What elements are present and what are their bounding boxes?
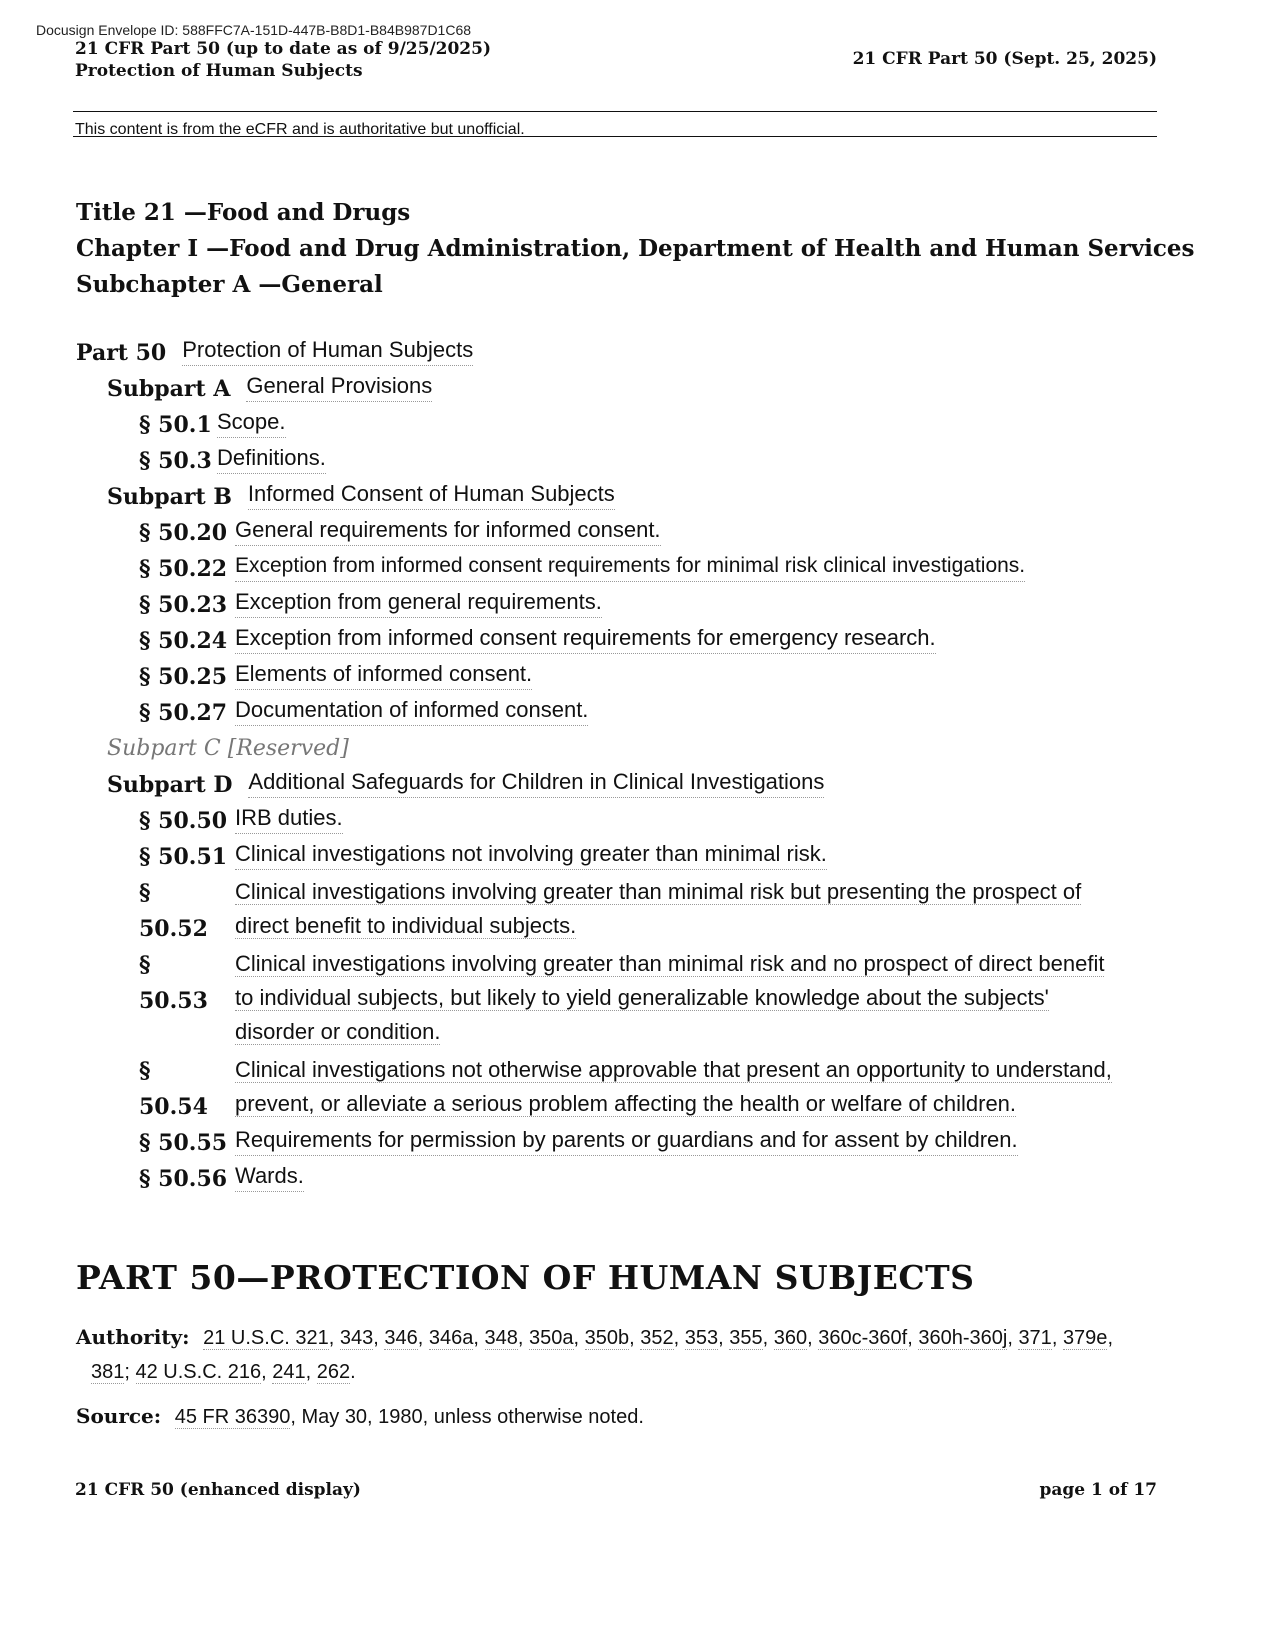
toc-subpart-a[interactable] [76,371,1196,407]
authority-link[interactable]: 350a [529,1327,574,1349]
authority-link[interactable]: 360h-360j [918,1327,1008,1349]
toc-link[interactable]: Scope. [217,407,286,438]
toc-section-50-20[interactable] [76,515,1196,551]
title-heading: Title 21 —Food and Drugs [76,199,411,226]
authority-label: Authority: [76,1325,190,1349]
header-date: 21 CFR Part 50 (Sept. 25, 2025) [852,49,1157,69]
toc-label: § 50.27 [139,700,228,726]
toc-label: § 50.50 [139,808,228,834]
header-title: 21 CFR Part 50 (up to date as of 9/25/2025) [75,39,492,59]
toc-link[interactable]: Informed Consent of Human Subjects [248,479,615,510]
toc-link[interactable]: Additional Safeguards for Children in Clinical Investigations [248,767,824,798]
docusign-envelope-id: Docusign Envelope ID: 588FFC7A-151D-447B-B8D1-B84B987D1C68 [36,22,472,38]
source-label: Source: [76,1404,162,1428]
toc-link[interactable]: Exception from informed consent requirements for minimal risk clinical investigations. [235,551,1025,582]
toc-link[interactable]: Clinical investigations not otherwise approvable that present an opportunity to understand, prevent, or alleviate a serious problem affecting the health or welfare of children. [235,1057,1112,1116]
authority-paragraph: Authority: 21 U.S.C. 321, 343, 346, 346a, 348, 350a, 350b, 352, 353, 355, 360, 360c-360f, 360h-360j, 371, 379e, 381; 42 U.S.C. 216, 241, 262. [76,1325,1113,1383]
toc-label: § 50.51 [139,844,228,870]
ecfr-notice: This content is from the eCFR and is authoritative but unofficial. [75,121,525,138]
toc-link[interactable]: Requirements for permission by parents or guardians and for assent by children. [235,1125,1018,1156]
hierarchy-titles [76,195,1195,303]
toc-label: § 50.56 [139,1166,228,1192]
toc-section-50-52[interactable] [76,875,1196,947]
toc-section-50-24[interactable] [76,623,1196,659]
toc-link[interactable]: Exception from general requirements. [235,587,602,618]
authority-link[interactable]: 348 [484,1327,518,1349]
toc-subpart-d[interactable] [76,767,1196,803]
toc-label: § 50.22 [139,556,228,582]
toc-link[interactable]: Documentation of informed consent. [235,695,588,726]
toc-link[interactable]: Clinical investigations involving greater than minimal risk and no prospect of direct benefit to individual subjects, but likely to yield generalizable knowledge about the subjects' disorder or condition. [235,951,1105,1044]
page-header-left [75,38,491,82]
toc-link[interactable]: Definitions. [217,443,326,474]
authority-link[interactable]: 379e [1062,1327,1108,1349]
toc-section-50-54[interactable] [76,1053,1196,1125]
header-subtitle: Protection of Human Subjects [75,61,363,81]
toc-label: Subpart B [107,484,232,510]
toc-link[interactable]: Clinical investigations not involving greater than minimal risk. [235,839,827,870]
footer-left: 21 CFR 50 (enhanced display) [75,1480,361,1500]
authority-link[interactable]: 360c-360f [818,1327,908,1349]
toc-subpart-b[interactable] [76,479,1196,515]
toc-section-50-51[interactable] [76,839,1196,875]
toc-section-50-50[interactable] [76,803,1196,839]
source-paragraph [76,1404,644,1429]
toc-label: § 50.55 [139,1130,228,1156]
authority-link[interactable]: 352 [640,1327,674,1349]
toc-link[interactable]: Clinical investigations involving greater than minimal risk but presenting the prospect of direct benefit to individual subjects. [235,879,1082,938]
authority-link[interactable]: 355 [729,1327,763,1349]
toc-section-50-55[interactable] [76,1125,1196,1161]
authority-link[interactable]: 360 [773,1327,808,1349]
top-rule [73,111,1157,112]
chapter-heading: Chapter I —Food and Drug Administration, Department of Health and Human Services [76,235,1195,262]
toc-link[interactable]: Elements of informed consent. [235,659,532,690]
toc-label: § 50.24 [139,628,228,654]
toc-label: § 50.1 [139,412,212,438]
toc-section-50-1[interactable] [76,407,1196,443]
toc-section-50-56[interactable] [76,1161,1196,1197]
source-text: , May 30, 1980, unless otherwise noted. [290,1406,644,1428]
toc-label: § 50.23 [139,592,228,618]
toc-link[interactable]: General requirements for informed consent. [235,515,661,546]
authority-link[interactable]: 262 [316,1361,351,1383]
toc-section-50-25[interactable] [76,659,1196,695]
toc-section-50-23[interactable] [76,587,1196,623]
toc-label: § 50.20 [139,520,228,546]
toc-link[interactable]: General Provisions [246,371,432,402]
authority-link[interactable]: 21 U.S.C. 321 [203,1327,329,1349]
toc-label: § 50.53 [139,952,208,1014]
authority-link[interactable]: 346 [384,1327,418,1349]
toc-section-50-22[interactable] [76,551,1196,587]
toc-link[interactable]: Protection of Human Subjects [182,335,473,366]
toc-section-50-3[interactable] [76,443,1196,479]
source-link[interactable]: 45 FR 36390 [174,1406,291,1428]
toc-link[interactable]: Wards. [235,1161,304,1192]
toc-label: Subpart D [107,772,233,798]
authority-link[interactable]: 241 [272,1361,306,1383]
authority-link[interactable]: 353 [684,1327,719,1349]
page-number: page 1 of 17 [1039,1480,1157,1500]
toc-section-50-27[interactable] [76,695,1196,731]
authority-link[interactable]: 350b [584,1327,630,1349]
toc-link[interactable]: Exception from informed consent requirements for emergency research. [235,623,936,654]
authority-link[interactable]: 346a [428,1327,474,1349]
toc-label: § 50.25 [139,664,228,690]
toc-label: Part 50 [76,340,167,366]
toc-section-50-53[interactable] [76,947,1196,1053]
toc-label: § 50.3 [139,448,212,474]
toc-label: § 50.52 [139,880,208,942]
toc-part-50[interactable] [76,335,1196,371]
authority-link[interactable]: 381 [91,1361,125,1383]
subchapter-heading: Subchapter A —General [76,271,383,298]
authority-link[interactable]: 371 [1018,1327,1052,1349]
table-of-contents [76,335,1196,1197]
toc-subpart-c-reserved: Subpart C [Reserved] [107,736,349,761]
notice-rule [73,136,1157,137]
toc-label: § 50.54 [139,1058,208,1120]
authority-link[interactable]: 42 U.S.C. 216 [135,1361,262,1383]
part-heading: PART 50—PROTECTION OF HUMAN SUBJECTS [76,1258,975,1297]
authority-link[interactable]: 343 [339,1327,374,1349]
toc-link[interactable]: IRB duties. [235,803,343,834]
toc-label: Subpart A [107,376,231,402]
